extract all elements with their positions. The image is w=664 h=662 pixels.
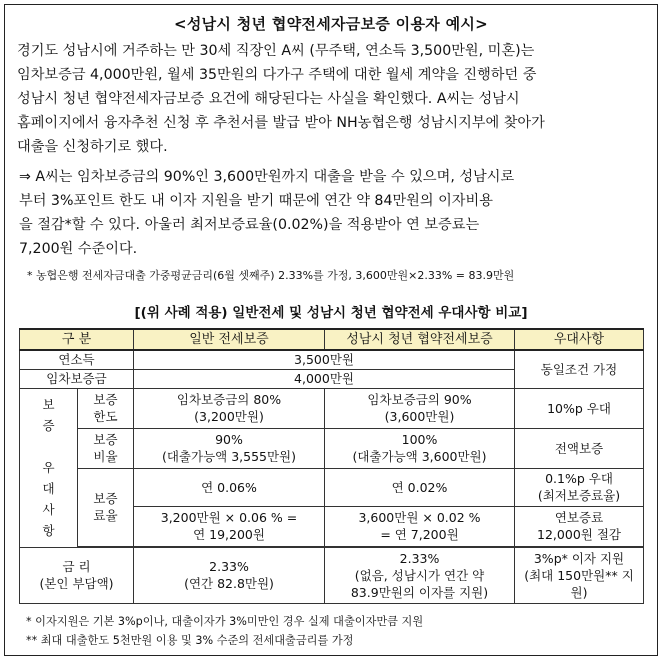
row-label-income: 연소득 <box>20 350 134 369</box>
fee-rate-general: 연 0.06% <box>134 468 325 506</box>
interest-footnote: * 농협은행 전세자금대출 가중평균금리(6월 셋째주) 2.33%를 가정, 3,600만원×2.33% = 83.9만원 <box>27 269 515 282</box>
limit-benefit: 10%p 우대 <box>515 388 644 428</box>
table-row <box>20 350 644 369</box>
table-title: [(위 사례 적용) 일반전세 및 성남시 청년 협약전세 우대사항 비교] <box>134 305 528 321</box>
row-label-limit: 보증 한도 <box>78 388 134 428</box>
fee-calc-general: 3,200만원 × 0.06 % = 연 19,200원 <box>134 506 325 546</box>
header-seongnam: 성남시 청년 협약전세보증 <box>325 329 515 350</box>
row-label-rate: 금 리 (본인 부담액) <box>20 547 134 603</box>
table-row <box>20 388 644 428</box>
table-row <box>20 468 644 506</box>
table-footnotes: * 이자지원은 기본 3%p이나, 대출이자가 3%미만인 경우 실제 대출이자만큼 지원 ** 최대 대출한도 5천만원 이용 및 3% 수준의 전세대출금리를 가정 <box>26 615 424 647</box>
fee-rate-benefit: 0.1%p 우대 (최저보증료율) <box>515 468 644 506</box>
limit-seongnam: 임차보증금의 90% (3,600만원) <box>325 388 515 428</box>
ratio-seongnam: 100% (대출가능액 3,600만원) <box>325 428 515 468</box>
rate-general: 2.33% (연간 82.8만원) <box>134 547 325 603</box>
row-label-fee: 보증 료율 <box>78 468 134 546</box>
table-header-row <box>20 329 644 350</box>
guarantee-benefit-label: 보 증 우 대 사 항 <box>20 388 78 547</box>
ratio-benefit: 전액보증 <box>515 428 644 468</box>
header-general: 일반 전세보증 <box>134 329 325 350</box>
rate-seongnam: 2.33% (없음, 성남시가 연간 약 83.9만원의 이자를 지원) <box>325 547 515 603</box>
limit-general: 임차보증금의 80% (3,200만원) <box>134 388 325 428</box>
comparison-table <box>19 328 644 604</box>
same-condition-cell: 동일조건 가정 <box>515 350 644 388</box>
row-label-ratio: 보증 비율 <box>78 428 134 468</box>
table-row <box>20 428 644 468</box>
table-row <box>20 547 644 603</box>
ratio-general: 90% (대출가능액 3,555만원) <box>134 428 325 468</box>
deposit-value: 4,000만원 <box>134 369 515 388</box>
intro-paragraph: 경기도 성남시에 거주하는 만 30세 직장인 A씨 (무주택, 연소득 3,500만원, 미혼)는 임차보증금 4,000만원, 월세 35만원의 다가구 주택에 대한 월세 계약을 진행하던 중 성남시 청년 협약전세자금보증 요건에 해당된다는 사실을 확인했다. A씨는 성남시 홈페이지에서 융자추천 신청 후 추천서를 발급 받아 NH농협은행 성남시지부에 찾아가 대출을 신청하기로 했다. <box>17 43 545 155</box>
row-label-deposit: 임차보증금 <box>20 369 134 388</box>
income-value: 3,500만원 <box>134 350 515 369</box>
rate-benefit: 3%p* 이자 지원 (최대 150만원** 지원) <box>515 547 644 603</box>
effect-paragraph: ⇒ A씨는 임차보증금의 90%인 3,600만원까지 대출을 받을 수 있으며, 성남시로 부터 3%포인트 한도 내 이자 지원을 받기 때문에 연간 약 84만원의 이자비용 을 절감*할 수 있다. 아울러 최저보증료율(0.02%)을 적용받아 연 보증료는 7,200원 수준이다. <box>19 169 515 257</box>
header-benefit: 우대사항 <box>515 329 644 350</box>
page-title: <성남시 청년 협약전세자금보증 이용자 예시> <box>173 15 489 33</box>
header-category: 구 분 <box>20 329 134 350</box>
fee-calc-benefit: 연보증료 12,000원 절감 <box>515 506 644 546</box>
fee-rate-seongnam: 연 0.02% <box>325 468 515 506</box>
fee-calc-seongnam: 3,600만원 × 0.02 % = 연 7,200원 <box>325 506 515 546</box>
